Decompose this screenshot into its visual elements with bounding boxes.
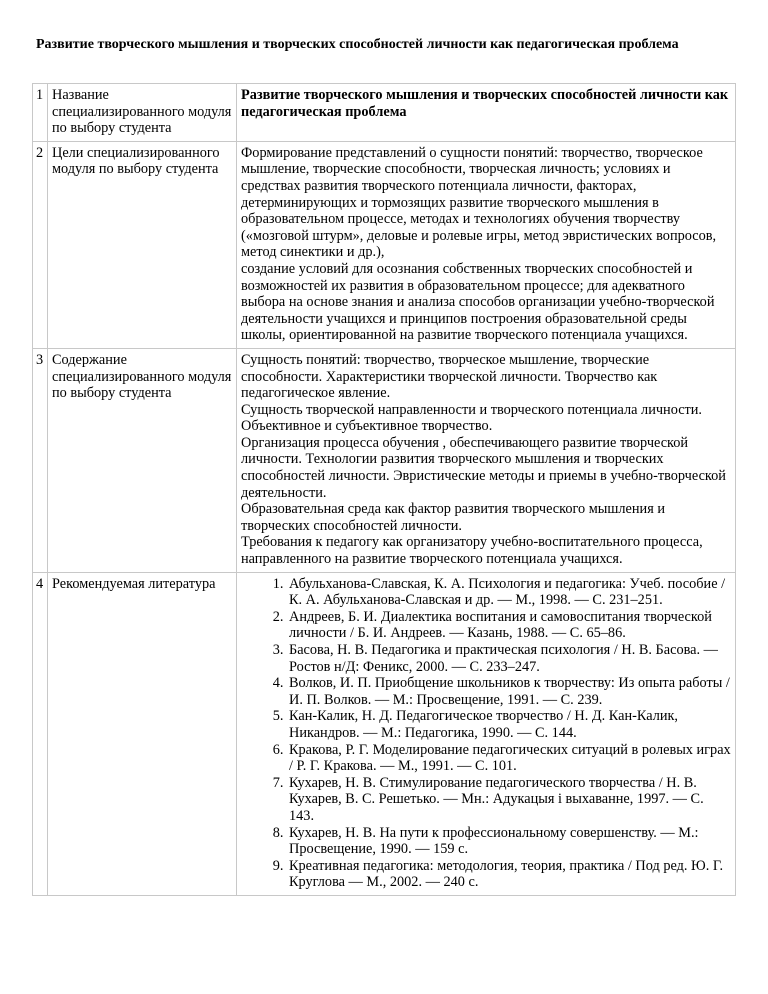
reference-item: 3. Басова, Н. В. Педагогика и практическая психология / Н. В. Басова. — Ростов н/Д: Феникс, 2000. — С. 233–247. bbox=[287, 642, 731, 675]
reference-item: 1. Абульханова-Славская, К. А. Психология и педагогика: Учеб. пособие / К. А. Абульханова-Славская и др. — М., 1998. — С. 231–251. bbox=[287, 576, 731, 609]
goals-paragraph: Формирование представлений о сущности понятий: творчество, творческое мышление, творческие способности, творческая личность; условиях и средствах развития творческого потенциала личности, факторах, детерминирующих и тормозящих развитие творческого мышления в образовательном процессе, методах и технологиях обучения творчеству («мозговой штурм», деловые и ролевые игры, метод эвристических вопросов, метод синектики и др.), bbox=[241, 144, 717, 261]
module-name-value: Развитие творческого мышления и творческих способностей личности как педагогическая проблема bbox=[237, 84, 736, 142]
reference-item: 9. Креативная педагогика: методология, теория, практика / Под ред. Ю. Г. Круглова — М., 2002. — 240 с. bbox=[287, 858, 731, 891]
table-row bbox=[33, 572, 736, 895]
row-number: 4 bbox=[33, 572, 48, 895]
reference-item: 5. Кан-Калик, Н. Д. Педагогическое творчество / Н. Д. Кан-Калик, Никандров. — М.: Педагогика, 1990. — С. 144. bbox=[287, 708, 731, 741]
content-paragraph: Образовательная среда как фактор развития творческого мышления и творческих способностей личности. bbox=[241, 501, 665, 534]
content-paragraph: Организация процесса обучения , обеспечивающего развитие творческой личности. Технологии развития творческого мышления и творческих способностей личности. Эвристические методы и приемы в учебно-творческой деятельности. bbox=[241, 434, 726, 501]
module-table bbox=[32, 83, 736, 896]
row-number: 1 bbox=[33, 84, 48, 142]
table-row bbox=[33, 141, 736, 348]
row-label: Название специализированного модуля по выбору студента bbox=[48, 84, 237, 142]
table-row bbox=[33, 348, 736, 572]
goals-paragraph: создание условий для осознания собственных творческих способностей и возможностей их развития в образовательном процессе; для адекватного выбора на основе знания и анализа способов организации учебно-творческой деятельности учащихся и принципов построения образовательной среды школы, ориентированной на развитие творческого потенциала учащихся. bbox=[241, 260, 715, 344]
document-title: Развитие творческого мышления и творческих способностей личности как педагогическая проблема bbox=[36, 37, 679, 52]
module-content-value bbox=[237, 348, 736, 572]
module-goals-value bbox=[237, 141, 736, 348]
row-number: 2 bbox=[33, 141, 48, 348]
reference-item: 4. Волков, И. П. Приобщение школьников к творчеству: Из опыта работы / И. П. Волков. — М.: Просвещение, 1991. — С. 239. bbox=[287, 675, 731, 708]
reference-item: 7. Кухарев, Н. В. Стимулирование педагогического творчества / Н. В. Кухарев, В. С. Решетько. — Мн.: Адукацыя і выхаванне, 1997. — С. 143. bbox=[287, 775, 731, 825]
row-label: Цели специализированного модуля по выбору студента bbox=[48, 141, 237, 348]
content-paragraph: Сущность творческой направленности и творческого потенциала личности. Объективное и субъективное творчество. bbox=[241, 401, 703, 435]
reference-item: 2. Андреев, Б. И. Диалектика воспитания и самовоспитания творческой личности / Б. И. Андреев. — Казань, 1988. — С. 65–86. bbox=[287, 609, 731, 642]
row-label: Содержание специализированного модуля по выбору студента bbox=[48, 348, 237, 572]
reference-item: 8. Кухарев, Н. В. На пути к профессиональному совершенству. — М.: Просвещение, 1990. — 159 с. bbox=[287, 825, 731, 858]
table-row bbox=[33, 84, 736, 142]
row-label: Рекомендуемая литература bbox=[48, 572, 237, 895]
content-paragraph: Требования к педагогу как организатору учебно-воспитательного процесса, направленного на развитие творческого потенциала учащихся. bbox=[241, 534, 703, 568]
content-paragraph: Сущность понятий: творчество, творческое мышление, творческие способности. Характеристики творческой личности. Творчество как педагогическое явление. bbox=[241, 351, 658, 402]
row-number: 3 bbox=[33, 348, 48, 572]
reference-item: 6. Кракова, Р. Г. Моделирование педагогических ситуаций в ролевых играх / Р. Г. Кракова. — М., 1991. — С. 101. bbox=[287, 742, 731, 775]
references-value bbox=[237, 572, 736, 895]
references-list bbox=[241, 576, 731, 891]
